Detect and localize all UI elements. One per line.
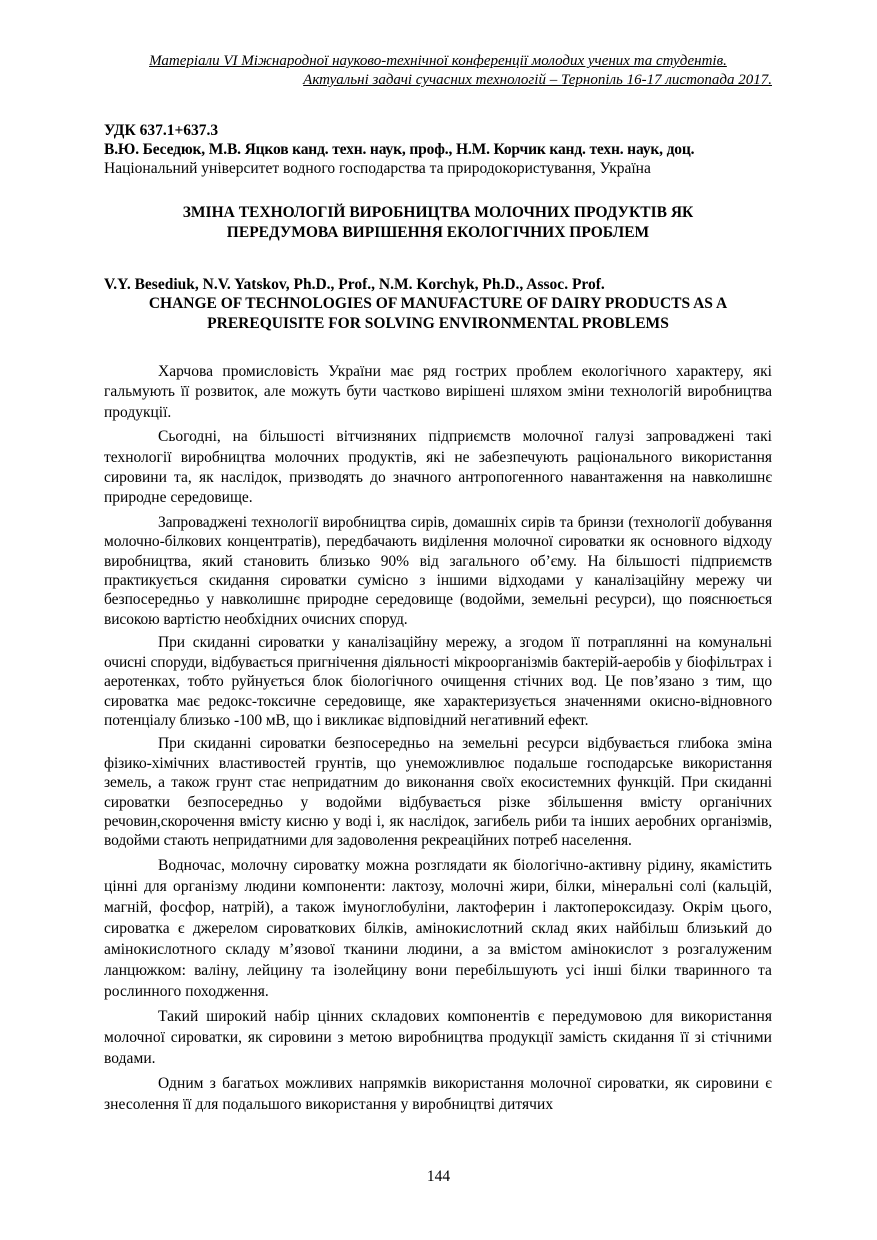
paragraph-6-rest: містить цінні для організму людини компоненти: лактозу, молочні жири, білки, мінеральні солі (кальцій, магній, фосфор, натрій), а також імуноглобуліни, лактоферин і лактопероксидазу. Окрім цього, сироватка є джерелом сироваткових білків, амінокислотний склад яких найбільш близький до амінокислотного складу м’язової тканини людини, а за вмістом амінокислот з розгалуженим ланцюжком: валіну, лейцину та ізолейцину вони перебільшують усі інші білки тваринного та рослинного походження. [104,856,772,1000]
authors-en [104,275,772,294]
paragraph-6-lead: Водночас, молочну сироватку можна розглядати як біологічно-активну рідину, яка [158,856,722,874]
title-ua-line1: ЗМІНА ТЕХНОЛОГІЙ ВИРОБНИЦТВА МОЛОЧНИХ ПРОДУКТІВ ЯК [182,204,694,221]
paragraph-2: Сьогодні, на більшості вітчизняних підприємств молочної галузі запроваджені такі технології виробництва молочних продуктів, які не забезпечують раціонального використання сировини та, як наслідок, призводять до значного антропогенного навантаження на навколишнє природне середовище. [104,428,772,507]
authors-en-rest: N.V. Yatskov, Ph.D., Prof., N.M. Korchyk, Ph.D., Assoc. Prof. [198,276,605,293]
authors-en-lead: V.Y. Besediuk, [104,276,199,293]
title-ua-line2: ПЕРЕДУМОВА ВИРІШЕННЯ ЕКОЛОГІЧНИХ ПРОБЛЕМ [226,224,650,241]
page-content [104,52,772,1119]
paragraph-6 [104,855,772,1002]
udk-code: УДК 637.1+637.3 [104,122,219,139]
title-en [104,294,772,334]
conference-header-line1: Матеріали VI Міжнародної науково-технічної конференції молодих учених та студентів. [149,53,727,69]
paragraph-4: При скиданні сироватки у каналізаційну мережу, а згодом її потраплянні на комунальні очисні споруди, відбувається пригнічення діяльності мікроорганізмів бактерій-аеробів у біофільтрах і аеротенках, тобто руйнується блок біологічного очищення стічних вод. Це пов’язано з тим, що сироватка має редокс-токсичне середовище, яке характеризується значеннями окисно-відновного потенціалу близько -100 мВ, що і викликає відповідний негативний ефект. [104,634,772,729]
conference-header-line2: Актуальні задачі сучасних технологій – Тернопіль 16-17 листопада 2017. [303,72,772,88]
page-number: 144 [426,1168,451,1185]
title-en-line2: PREREQUISITE FOR SOLVING ENVIRONMENTAL PROBLEMS [207,315,669,332]
paragraph-7: Такий широкий набір цінних складових компонентів є передумовою для використання молочної сироватки, як сировини з метою виробництва продукції замість скидання її зі стічними водами. [104,1007,772,1067]
paragraph-8: Одним з багатьох можливих напрямків використання молочної сироватки, як сировини є знесолення її для подальшого використання у виробництві дитячих [104,1074,772,1113]
authors-ua: В.Ю. Беседюк, М.В. Яцков канд. техн. наук, проф., Н.М. Корчик канд. техн. наук, доц. [104,141,695,158]
paragraph-5: При скиданні сироватки безпосередньо на земельні ресурси відбувається глибока зміна фізико-хімічних властивостей грунтів, що унеможливлює подальше господарське використання земель, а також грунт стає непридатним до виконання своїх екосистемних функцій. При скиданні сироватки безпосередньо у водойми відбувається різке збільшення вмісту органічних речовин,скорочення вмісту кисню у воді і, як наслідок, загибель риби та інших аеробних організмів, водойми стають непридатними для задоволення рекреаційних потреб населення. [104,735,772,850]
title-en-line1: CHANGE OF TECHNOLOGIES OF MANUFACTURE OF DAIRY PRODUCTS AS A [148,295,728,312]
affiliation: Національний університет водного господарства та природокористування, Україна [104,160,651,177]
title-ua [104,203,772,243]
paragraph-3: Запроваджені технології виробництва сирів, домашніх сирів та бринзи (технології добування молочно-білкових концентратів), передбачають виділення молочної сироватки як основного відходу виробництва, який становить близько 90% від загального об’єму. На більшості підприємств практикується скидання сироватки сумісно з іншими відходами у каналізаційну мережу чи безпосередньо у навколишнє природне середовище (водойми, земельні ресурси), що пояснюється високою вартістю необхідних очисних споруд. [104,513,772,628]
paragraph-1: Харчова промисловість України має ряд гострих проблем екологічного характеру, які гальмують її розвиток, але можуть бути частково вирішені шляхом зміни технологій виробництва продукції. [104,363,772,421]
article-body [104,362,772,1115]
conference-header [104,52,772,90]
